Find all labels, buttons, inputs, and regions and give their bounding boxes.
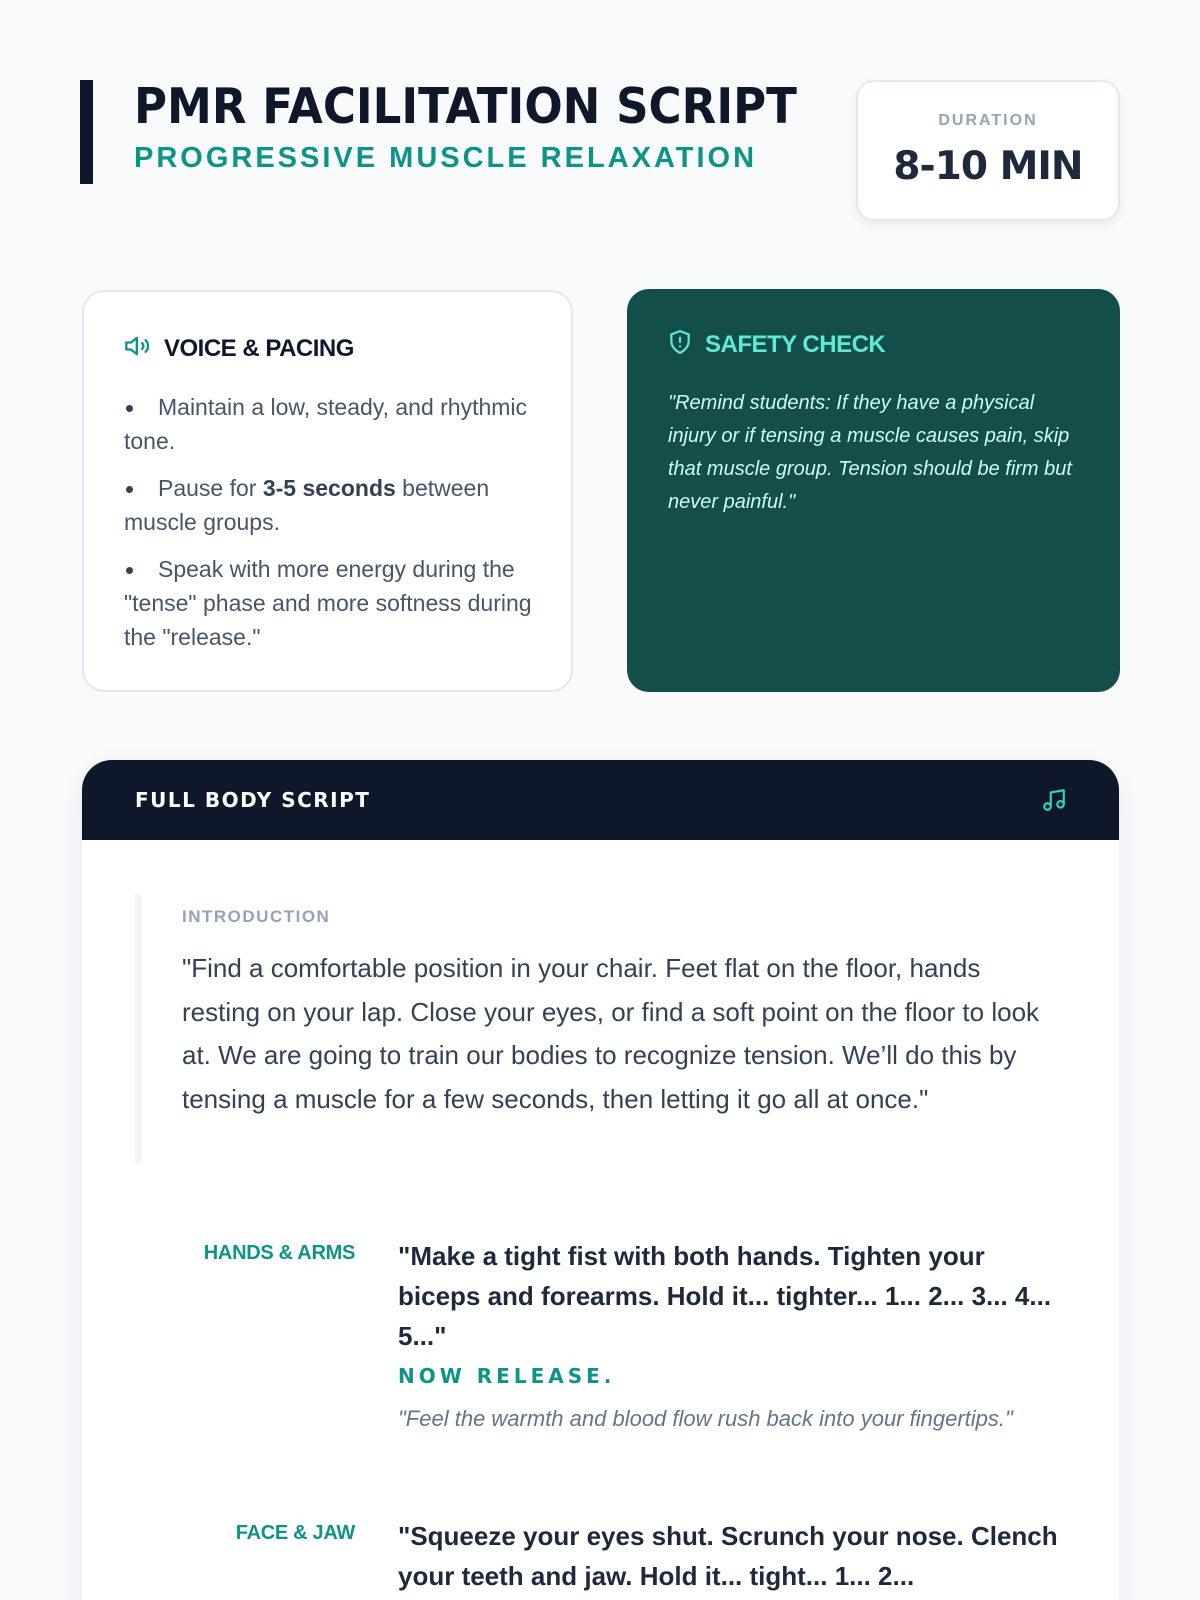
section-body	[398, 1236, 1058, 1435]
release-note: "Feel the warmth and blood flow rush back into your fingertips."	[398, 1406, 1013, 1431]
speaker-icon	[124, 332, 152, 365]
safety-check-text: "Remind students: If they have a physical injury or if tensing a muscle causes pain, skip that muscle group. Tension should be firm but never painful."	[668, 392, 1072, 513]
section-body	[398, 1516, 1058, 1596]
full-body-script-card	[82, 760, 1119, 1600]
music-note-icon	[1041, 786, 1067, 819]
duration-value: 8-10 MIN	[893, 144, 1083, 189]
list-item	[124, 552, 544, 654]
safety-check-title: SAFETY CHECK	[705, 330, 886, 358]
script-header	[82, 760, 1119, 840]
safety-check-header	[667, 329, 885, 360]
section-label: HANDS & ARMS	[203, 1242, 355, 1264]
voice-pacing-title: VOICE & PACING	[164, 334, 354, 362]
intro-divider	[135, 894, 142, 1164]
list-item-text: Speak with more energy during the "tense" phase and more softness during the "release."	[124, 556, 532, 650]
script-title: FULL BODY SCRIPT	[135, 788, 371, 812]
duration-card	[856, 80, 1120, 221]
list-item-text: Maintain a low, steady, and rhythmic tone.	[124, 394, 528, 454]
list-item-text: between muscle groups.	[124, 475, 490, 535]
list-item-emphasis: 3-5 seconds	[262, 475, 396, 501]
list-item	[124, 471, 544, 539]
intro-text: "Find a comfortable position in your chair. Feet flat on the floor, hands resting on your lap. Close your eyes, or find a soft point on the floor to look at. We are going to train our bodies to recognize tension. We’ll do this by tensing a muscle for a few seconds, then letting it go all at once."	[182, 953, 1040, 1114]
section-label: FACE & JAW	[235, 1522, 355, 1544]
section-quote: "Squeeze your eyes shut. Scrunch your nose. Clench your teeth and jaw. Hold it... tight... 1... 2...	[398, 1521, 1058, 1591]
voice-pacing-card	[82, 290, 573, 692]
intro-label: INTRODUCTION	[182, 907, 331, 926]
shield-icon	[667, 329, 693, 360]
voice-pacing-list	[124, 390, 544, 667]
safety-check-card	[627, 289, 1120, 692]
voice-pacing-header	[124, 332, 354, 365]
list-item-text: Pause for	[158, 475, 263, 501]
title-accent-bar	[80, 80, 93, 184]
release-cue: NOW RELEASE.	[398, 1364, 616, 1388]
list-item	[124, 390, 544, 458]
section-quote: "Make a tight fist with both hands. Tighten your biceps and forearms. Hold it... tighter... 1... 2... 3... 4... 5..."	[398, 1241, 1052, 1351]
page-title: PMR FACILITATION SCRIPT	[134, 78, 797, 135]
page-subtitle: PROGRESSIVE MUSCLE RELAXATION	[134, 142, 758, 174]
duration-label: DURATION	[938, 112, 1038, 129]
